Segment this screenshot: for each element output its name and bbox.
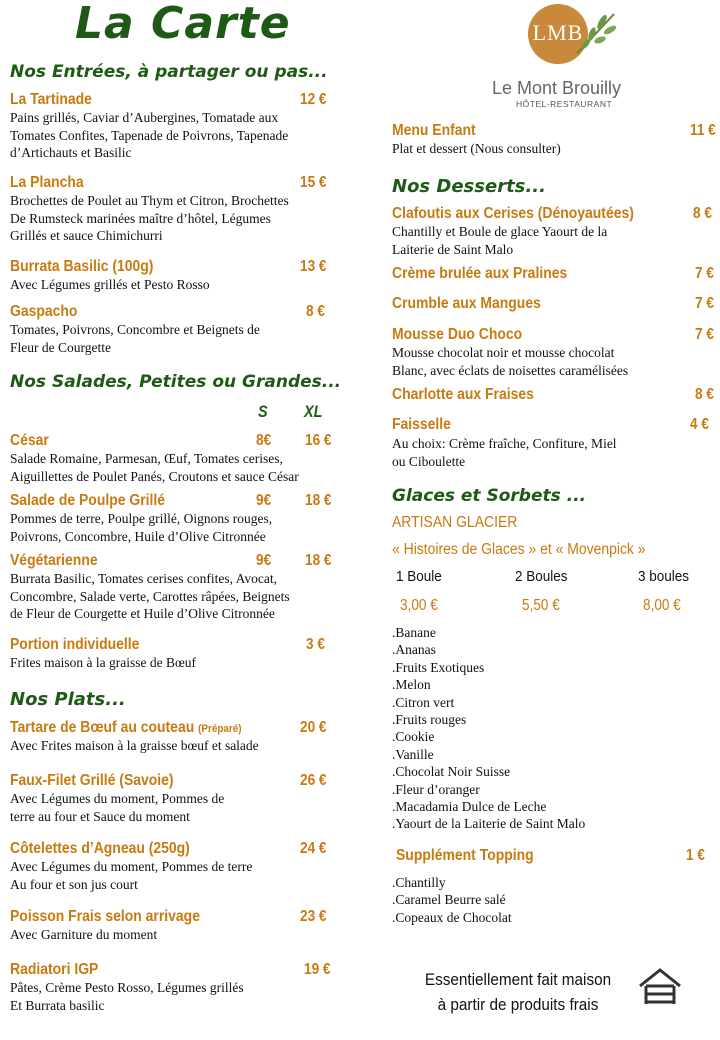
item-description: Avec Légumes du moment, Pommes de terre Au four et son jus court [10, 859, 253, 892]
item-name: La Plancha [10, 174, 84, 191]
size-price: 3,00 € [400, 597, 438, 614]
list-item: .Fruits Exotiques [392, 659, 485, 675]
size-label: 2 Boules [515, 568, 568, 585]
topping-list [392, 874, 512, 926]
size-label: 3 boules [638, 568, 690, 585]
item-price: 8 € [695, 386, 714, 403]
item-price: 1 € [686, 847, 705, 864]
item-price: 11 € [690, 122, 716, 139]
list-item: .Copeaux de Chocolat [392, 909, 512, 925]
house-icon [636, 966, 684, 1008]
item-price: 26 € [300, 772, 327, 789]
item-description: Tomates, Poivrons, Concombre et Beignets de Fleur de Courgette [10, 322, 260, 355]
size-price: 5,50 € [522, 597, 560, 614]
size-price: 8,00 € [643, 597, 681, 614]
list-item: .Cookie [392, 729, 435, 745]
item-name: Radiatori IGP [10, 961, 99, 978]
item-description: Chantilly et Boule de glace Yaourt de la Laiterie de Saint Malo [392, 224, 608, 257]
item-name: Crème brulée aux Pralines [392, 265, 568, 282]
list-item: .Yaourt de la Laiterie de Saint Malo [392, 816, 586, 832]
item-name: Tartare de Bœuf au couteau (Préparé) [10, 719, 242, 736]
section-heading-plats: Nos Plats... [10, 689, 126, 710]
item-name: César [10, 432, 49, 449]
size-label: 1 Boule [396, 568, 442, 585]
olive-branch-icon [572, 8, 622, 58]
logo-name: Le Mont Brouilly [492, 78, 622, 98]
item-name: Burrata Basilic (100g) [10, 258, 154, 275]
logo-monogram: LMB [532, 20, 584, 45]
item-description: Avec Frites maison à la graisse bœuf et salade [10, 738, 259, 753]
section-heading-entrees: Nos Entrées, à partager ou pas... [10, 62, 328, 82]
item-name: Côtelettes d’Agneau (250g) [10, 840, 190, 857]
item-price-small: 8€ [256, 432, 272, 449]
item-price: 7 € [695, 265, 714, 282]
page-title: La Carte [75, 0, 291, 49]
section-heading-glaces: Glaces et Sorbets ... [392, 486, 587, 506]
item-price-small: 9€ [256, 552, 272, 569]
item-description: Pommes de terre, Poulpe grillé, Oignons rouges, Poivrons, Concombre, Huile d’Olive Citronnée [10, 511, 273, 544]
item-price: 7 € [695, 326, 714, 343]
flavor-list [392, 624, 585, 833]
item-price: 19 € [304, 961, 331, 978]
item-price: 8 € [306, 303, 325, 320]
item-price: 20 € [300, 719, 327, 736]
item-name: La Tartinade [10, 91, 92, 108]
item-name: Supplément Topping [396, 847, 534, 864]
item-name: Végétarienne [10, 552, 98, 569]
item-price: 15 € [300, 174, 327, 191]
item-name: Crumble aux Mangues [392, 295, 541, 312]
item-price-small: 9€ [256, 492, 272, 509]
item-price: 4 € [690, 416, 709, 433]
list-item: .Melon [392, 677, 431, 693]
item-price: 3 € [306, 636, 325, 653]
list-item: .Citron vert [392, 694, 455, 710]
item-price: 8 € [693, 205, 712, 222]
section-heading-salades: Nos Salades, Petites ou Grandes... [10, 372, 342, 392]
list-item: .Vanille [392, 746, 434, 762]
item-description: Avec Garniture du moment [10, 927, 158, 942]
list-item: .Banane [392, 625, 436, 640]
item-name: Portion individuelle [10, 636, 140, 653]
item-description: Au choix: Crème fraîche, Confiture, Miel ou Ciboulette [392, 436, 617, 469]
list-item: .Caramel Beurre salé [392, 892, 506, 908]
item-price: 7 € [695, 295, 714, 312]
item-name: Faux-Filet Grillé (Savoie) [10, 772, 174, 789]
item-description: Avec Légumes grillés et Pesto Rosso [10, 277, 210, 292]
item-description: Salade Romaine, Parmesan, Œuf, Tomates cerises, Aiguillettes de Poulet Panés, Croutons et sauce César [10, 451, 299, 484]
item-name: Mousse Duo Choco [392, 326, 523, 343]
item-price-large: 18 € [305, 552, 332, 569]
list-item: .Ananas [392, 642, 436, 658]
column-header-xl: XL [304, 402, 323, 421]
list-item: .Macadamia Dulce de Leche [392, 799, 547, 815]
item-description: Plat et dessert (Nous consulter) [392, 141, 561, 156]
artisan-label: ARTISAN GLACIER [392, 514, 518, 531]
logo-subtitle: HÔTEL-RESTAURANT [516, 99, 613, 109]
item-price: 23 € [300, 908, 327, 925]
section-heading-desserts: Nos Desserts... [392, 176, 546, 197]
item-description: Brochettes de Poulet au Thym et Citron, Brochettes De Rumsteck marinées maître d’hôtel, Légumes Grillés et sauce Chimichurri [10, 193, 289, 243]
item-price: 12 € [300, 91, 327, 108]
item-description: Mousse chocolat noir et mousse chocolat Blanc, avec éclats de noisettes caramélisées [392, 345, 629, 378]
item-name: Salade de Poulpe Grillé [10, 492, 166, 509]
item-name: Menu Enfant [392, 122, 476, 139]
item-description: Burrata Basilic, Tomates cerises confites, Avocat, Concombre, Salade verte, Carottes râpées, Beignets de Fleur de Courgette et Huile d’Olive Citronnée [10, 571, 290, 621]
item-name: Clafoutis aux Cerises (Dénoyautées) [392, 205, 634, 222]
column-header-s: S [258, 402, 268, 421]
item-description: Frites maison à la graisse de Bœuf [10, 655, 196, 670]
item-price-large: 16 € [305, 432, 332, 449]
item-price-large: 18 € [305, 492, 332, 509]
item-description: Pains grillés, Caviar d’Aubergines, Tomatade aux Tomates Confites, Tapenade de Poivrons, Tapenade d’Artichauts et Basilic [10, 110, 289, 160]
item-name: Gaspacho [10, 303, 78, 320]
brands-label: « Histoires de Glaces » et « Movenpick » [392, 541, 646, 558]
item-name: Faisselle [392, 416, 451, 433]
list-item: .Fruits rouges [392, 712, 467, 728]
footer-tagline: Essentiellement fait maison à partir de produits frais [424, 970, 612, 1014]
item-price: 13 € [300, 258, 327, 275]
list-item: .Chantilly [392, 875, 446, 890]
list-item: .Fleur d’oranger [392, 781, 480, 797]
item-name: Charlotte aux Fraises [392, 386, 534, 403]
item-price: 24 € [300, 840, 327, 857]
item-description: Avec Légumes du moment, Pommes de terre au four et Sauce du moment [10, 791, 225, 824]
item-note: (Préparé) [198, 723, 242, 735]
item-name: Poisson Frais selon arrivage [10, 908, 200, 925]
item-description: Pâtes, Crème Pesto Rosso, Légumes grillés Et Burrata basilic [10, 980, 244, 1013]
list-item: .Chocolat Noir Suisse [392, 764, 511, 780]
